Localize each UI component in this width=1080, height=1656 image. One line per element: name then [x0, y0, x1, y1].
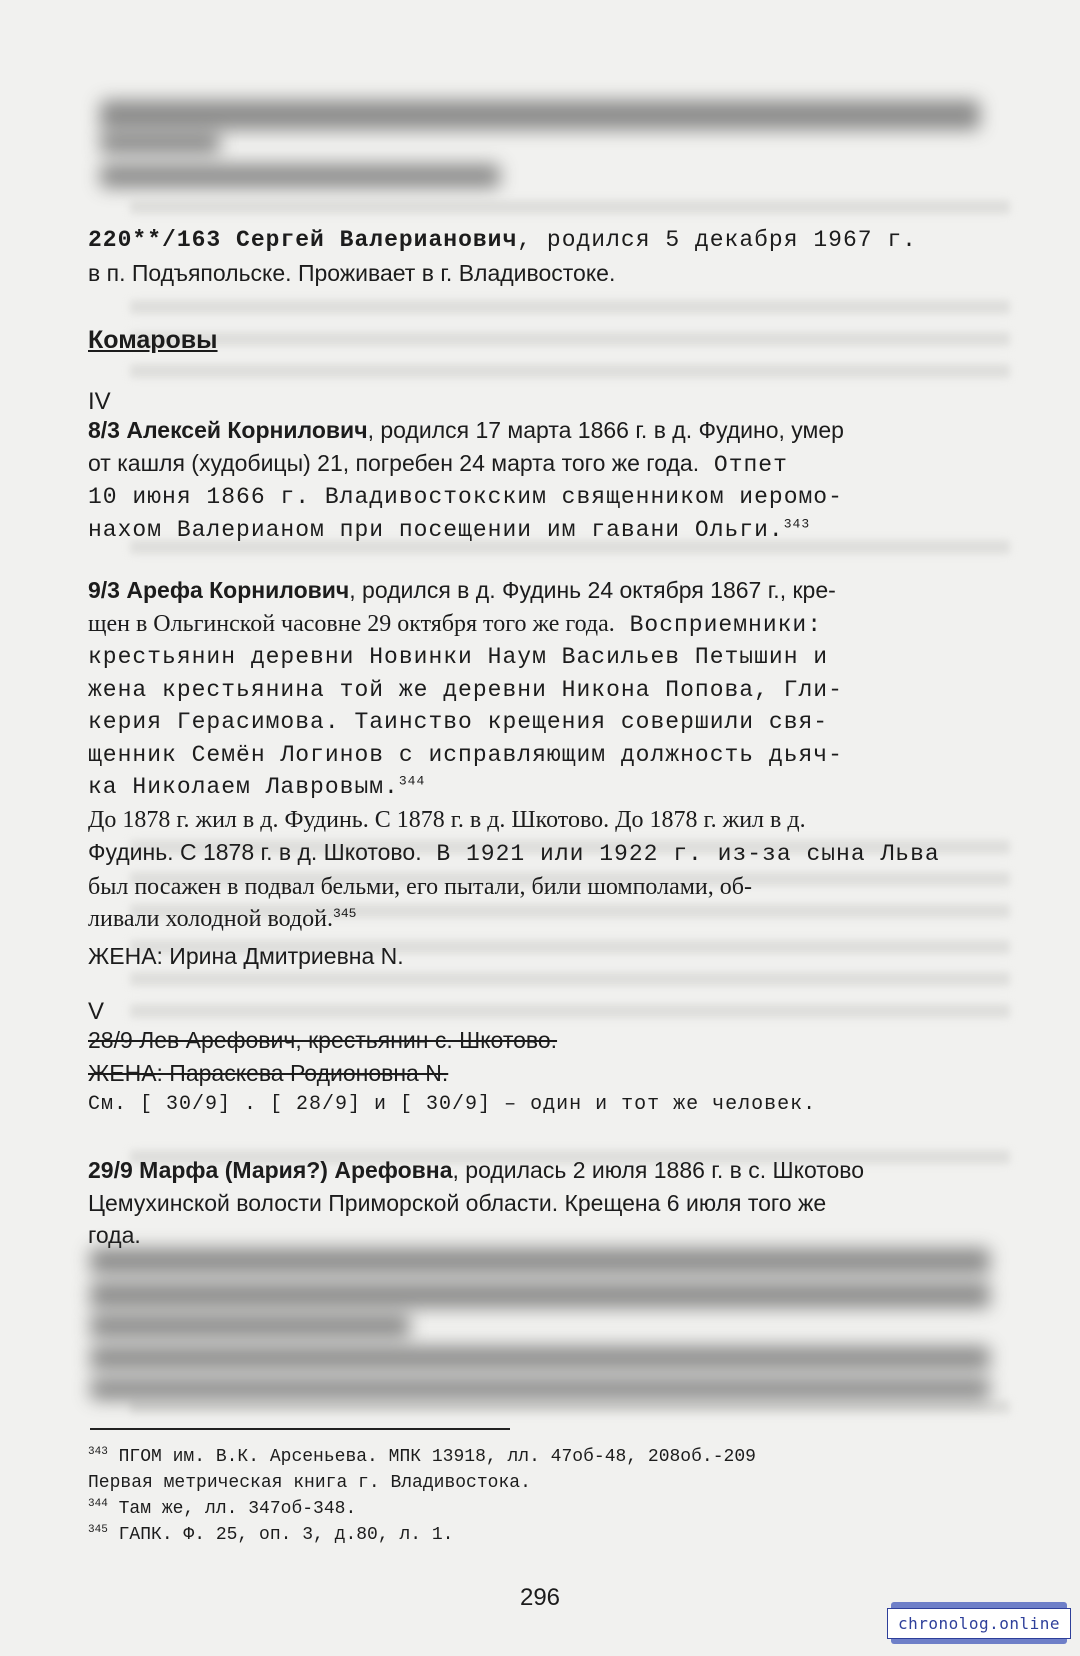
entry-29-9-heading: 29/9 Марфа (Мария?) Арефовна [88, 1157, 453, 1183]
blurred-text-region [90, 1346, 990, 1370]
entry-220-line2: в п. Подъяпольске. Проживает в г. Владивостоке. [88, 259, 616, 286]
footnote-343: $^{343}$ ПГОМ им. В.К. Арсеньева. МПК 13918, лл. 47об-48, 208об.-209 [88, 1446, 756, 1467]
watermark-text[interactable]: chronolog.online [887, 1608, 1071, 1639]
entry-29-9: 29/9 Марфа (Мария?) Арефовна, родилась 2 июля 1886 г. в с. Шкотово Цемухинской волости Приморской области. Крещена 6 июля того же года. [88, 1157, 865, 1248]
page-number: 296 [519, 1584, 561, 1611]
footnote-ref-344[interactable]: 344 [398, 773, 426, 789]
blurred-text-region [100, 164, 500, 188]
footnote-divider [90, 1428, 510, 1430]
entry-28-9-wife: ЖЕНА: Параскева Родионовна N. [88, 1059, 449, 1086]
footnote-344: $^{344}$ Там же, лл. 347об-348. [88, 1498, 357, 1519]
entry-220-heading: 220**/163 [88, 227, 222, 253]
blurred-text-region [90, 1248, 990, 1274]
generation-v: V [88, 998, 105, 1025]
footnote-ref-343[interactable]: 343 [783, 515, 811, 531]
entry-8-3-heading: 8/3 Алексей Корнилович [88, 417, 368, 443]
section-title: Комаровы [88, 326, 218, 354]
entry-9-3-wife: ЖЕНА: Ирина Дмитриевна N. [88, 942, 404, 969]
blurred-text-region [90, 1282, 990, 1308]
footnotes [88, 1444, 1028, 1548]
entry-28-9 [88, 1024, 992, 1122]
watermark-badge[interactable] [891, 1602, 1067, 1644]
footnote-345: $^{345}$ ГАПК. Ф. 25, оп. 3, д.80, л. 1. [88, 1524, 454, 1545]
entry-28-9-note: См. [ 30/9] . [ 28/9] и [ 30/9] – один и тот же человек. [88, 1093, 817, 1116]
entry-28-9-heading: 28/9 Лев Арефович, крестьянин с. Шкотово. [88, 1027, 558, 1053]
entry-8-3: 8/3 Алексей Корнилович, родился 17 марта 1866 г. в д. Фудино, умер от кашля (худобицы) 21, погребен 24 марта того же года. Отпет 10 июня 1866 г. Владивостокским священником иеромо- нахом Валерианом при посещении им гавани Ольги.$^{343}$ [88, 417, 844, 543]
generation-iv: IV [88, 388, 111, 415]
entry-9-3-heading: 9/3 Арефа Корнилович [88, 577, 350, 603]
blurred-text-region [100, 132, 220, 154]
entry-220 [88, 224, 992, 289]
blurred-text-region [90, 1314, 410, 1338]
entry-9-3: 9/3 Арефа Корнилович, родился в д. Фудинь 24 октября 1867 г., кре- щен в Ольгинской часовне 29 октября того же года. Восприемники: крестьянин деревни Новинки Наум Васильев Петышин и жена крестьянина той же деревни Никона Попова, Гли- керия Герасимова. Таинство крещения совершили свя- щенник Семён Логинов с исправляющим должность дьяч- ка Николаем Лавровым.$^{344}$ До 1878 г. жил в д. Фудинь. С 1878 г. в д. Шкотово. До 1878 г. жил в д. Фудинь. С 1878 г. в д. Шкотово. В 1921 или 1922 г. из-за сына Льва был посажен в подвал бельми, его пытали, били шомполами, об- ливали холодной водой.$^{345}$ ЖЕНА: Ирина Дмитриевна N. [88, 574, 992, 972]
footnote-ref-345[interactable]: 345 [333, 906, 357, 921]
blurred-text-region [100, 100, 980, 130]
entry-220-name: Сергей Валерианович [236, 227, 518, 253]
footnote-343-cont: Первая метрическая книга г. Владивостока. [88, 1473, 531, 1493]
entry-220-text: , родился 5 декабря 1967 г. [517, 227, 917, 253]
blurred-text-region [90, 1378, 990, 1400]
